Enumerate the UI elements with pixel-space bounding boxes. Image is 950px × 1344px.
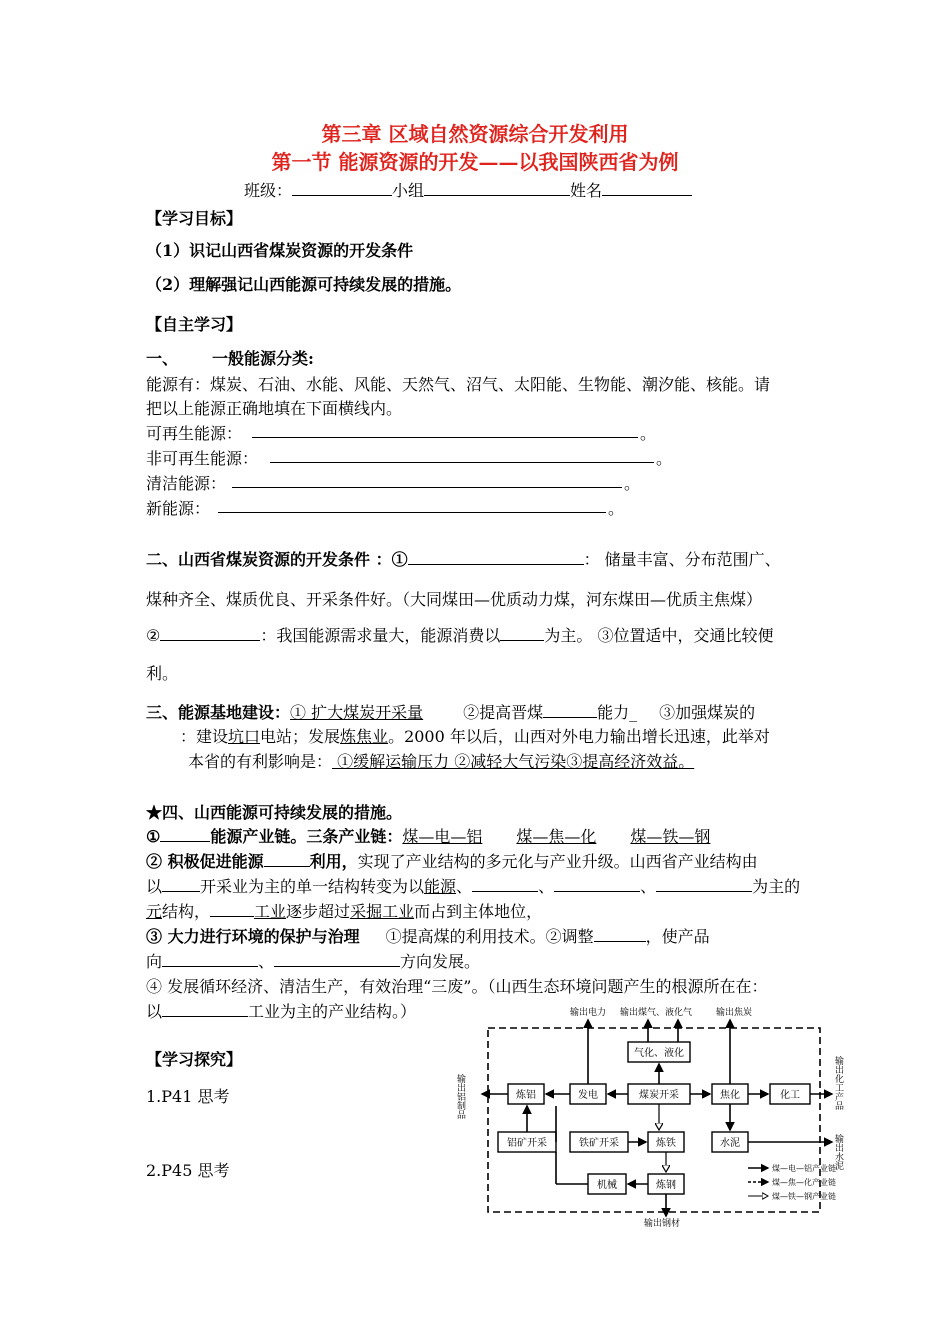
part4-line4 — [146, 899, 542, 922]
output-steel-label: 输出钢材 — [644, 1219, 681, 1229]
part3-a: ① 扩大煤炭开采量 — [290, 703, 424, 722]
p4-6a: 向 — [146, 952, 163, 971]
output-chem-label: 输出化工产品 — [833, 1056, 843, 1110]
legend-chain-1: 煤—电—铝产业链 — [772, 1164, 836, 1173]
p4-8b: 工业为主的产业结构。） — [248, 1002, 417, 1021]
part3-line2 — [180, 724, 770, 747]
part2-blank-2[interactable] — [160, 626, 260, 641]
part1-title: 一般能源分类: — [212, 349, 314, 368]
group-field[interactable] — [424, 181, 570, 196]
power-label: 发电 — [578, 1090, 598, 1101]
p4-blank-6[interactable] — [656, 877, 752, 892]
output-power-label: 输出电力 — [570, 1008, 607, 1018]
part2-blank-1[interactable] — [408, 550, 584, 565]
part3-2e: 。2000 年以后，山西对外电力输出增长迅速，此举对 — [388, 727, 770, 746]
part3-2d: 炼焦业 — [340, 727, 389, 746]
p4-4e: 采掘工业 — [350, 902, 415, 921]
part3-b: ②提高晋煤 — [463, 703, 544, 722]
part3-title: 三、能源基地建设： — [146, 703, 291, 722]
coal-label: 煤炭开采 — [639, 1090, 679, 1101]
cement-label: 水泥 — [720, 1138, 740, 1149]
part3-d: ③加强煤炭的 — [659, 703, 756, 722]
group-label: 小组 — [392, 181, 425, 200]
clean-label: 清洁能源： — [146, 474, 227, 493]
period: 。 — [656, 449, 673, 468]
part1-line1: 能源有：煤炭、石油、水能、风能、天然气、沼气、太阳能、生物能、潮汐能、核能。请 — [146, 375, 771, 394]
part3-c: 能力_ — [597, 703, 638, 722]
p4-1e: 煤—铁—钢 — [630, 827, 711, 846]
part3-2b: 坑口 — [228, 727, 261, 746]
p4-5b: ①提高煤的利用技术。②调整 — [385, 927, 594, 946]
p4-5a: ③ 大力进行环境的保护与治理 — [146, 927, 360, 946]
p4-1a: ① — [146, 827, 161, 846]
class-label: 班级： — [244, 181, 293, 200]
clean-field[interactable] — [232, 487, 622, 488]
renewable-field[interactable] — [252, 437, 638, 438]
part2-b3: 为主。 ③位置适中，交通比较便 — [544, 626, 774, 645]
part1-line2: 把以上能源正确地填在下面横线内。 — [146, 399, 403, 418]
p4-1b: 能源产业链。三条产业链： — [210, 827, 403, 846]
section-title: 第一节 能源资源的开发——以我国陕西省为例 — [271, 150, 679, 174]
p4-4f: 而占到主体地位， — [414, 902, 543, 921]
p4-4b: 结构， — [162, 902, 211, 921]
period: 。 — [608, 499, 625, 518]
part3-2c: 电站；发展 — [260, 727, 341, 746]
p4-3c: 能源 — [424, 877, 457, 896]
new-field[interactable] — [218, 512, 606, 513]
coking-label: 焦化 — [720, 1090, 740, 1101]
self-study-heading: 【自主学习】 — [146, 315, 243, 334]
p4-blank-1[interactable] — [160, 827, 210, 842]
p4-3d: 、 — [456, 877, 473, 896]
header-fields — [244, 178, 692, 201]
objective-2: （2）理解强记山西能源可持续发展的措施。 — [146, 275, 462, 294]
part4-line2 — [146, 849, 758, 872]
nonrenewable-label: 非可再生能源： — [146, 449, 259, 468]
p4-3b: 开采业为主的单一结构转变为以 — [200, 877, 425, 896]
part1-num: 一、 — [146, 349, 179, 368]
explore-heading: 【学习探究】 — [146, 1050, 243, 1069]
part3-3a: 本省的有利影响是： — [188, 752, 333, 771]
part4-line6 — [146, 949, 480, 972]
p4-blank-2[interactable] — [264, 852, 310, 867]
steel-label: 炼钢 — [656, 1180, 676, 1191]
p4-3e: 为主的 — [752, 877, 801, 896]
new-label: 新能源： — [146, 499, 211, 518]
p4-3d: 、 — [640, 877, 657, 896]
part3-blank[interactable] — [543, 703, 597, 718]
name-field[interactable] — [602, 181, 692, 196]
class-field[interactable] — [292, 181, 392, 196]
part4-title: ★四、山西能源可持续发展的措施。 — [146, 803, 403, 822]
part4-line5 — [146, 924, 710, 947]
output-coke-label: 输出焦炭 — [716, 1008, 753, 1018]
legend-chain-2: 煤—焦—化产业链 — [772, 1178, 836, 1187]
p4-blank-9[interactable] — [162, 952, 258, 967]
p4-blank-7[interactable] — [210, 902, 254, 917]
p4-3d: 、 — [538, 877, 555, 896]
p4-5c: ，使产品 — [645, 927, 710, 946]
output-gas-label: 输出煤气、液化气 — [620, 1008, 693, 1018]
part2-b1: ② — [146, 626, 161, 645]
part2-blank-3[interactable] — [500, 626, 544, 641]
p4-4c: 工业 — [254, 902, 287, 921]
p4-1d: 煤—焦—化 — [516, 827, 597, 846]
part2-line4: 利。 — [146, 664, 179, 683]
part3-3b: ①缓解运输压力 ②减轻大气污染③提高经济效益。 — [332, 752, 695, 771]
part4-line3 — [146, 874, 800, 897]
part3-2a: ：建设 — [180, 727, 229, 746]
part2-title: 二、山西省煤炭资源的开发条件 ：① — [146, 550, 408, 569]
gasify-label: 气化、液化 — [634, 1048, 684, 1059]
legend-chain-3: 煤—铁—钢产业链 — [772, 1192, 836, 1201]
p4-3a: 以 — [146, 877, 163, 896]
explore-q1: 1.P41 思考 — [146, 1087, 230, 1106]
p4-6b: 方向发展。 — [400, 952, 481, 971]
renewable-label: 可再生能源： — [146, 424, 243, 443]
explore-q2: 2.P45 思考 — [146, 1161, 230, 1180]
period: 。 — [640, 424, 657, 443]
part4-line1 — [146, 824, 710, 847]
bauxite-label: 铝矿开采 — [507, 1138, 547, 1149]
part2-line2: 煤种齐全、煤质优良、开采条件好。（大同煤田—优质动力煤，河东煤田—优质主焦煤） — [146, 590, 763, 609]
output-cement-label: 输出水泥 — [833, 1134, 843, 1170]
ironmaking-label: 炼铁 — [656, 1138, 676, 1149]
part2-a: ： 储量丰富、分布范围广、 — [583, 550, 781, 569]
iron-ore-label: 铁矿开采 — [579, 1138, 619, 1149]
p4-2b: 利用， — [309, 852, 358, 871]
p4-blank-8[interactable] — [594, 927, 646, 942]
output-aluminum-label: 输出铝制品 — [455, 1074, 465, 1119]
p4-4a: 元 — [146, 902, 163, 921]
objectives-heading: 【学习目标】 — [146, 209, 243, 228]
nonrenewable-field[interactable] — [270, 462, 654, 463]
p4-1c: 煤—电—铝 — [402, 827, 483, 846]
chapter-title: 第三章 区域自然资源综合开发利用 — [321, 122, 629, 146]
p4-2a: ② 积极促进能源 — [146, 852, 264, 871]
period: 。 — [624, 474, 641, 493]
p4-2c: 实现了产业结构的多元化与产业升级。山西省产业结构由 — [357, 852, 758, 871]
p4-6sep: 、 — [258, 952, 275, 971]
industrial-chain-diagram — [452, 1004, 852, 1230]
part3-line3 — [188, 749, 694, 772]
part4-line7: ④ 发展循环经济、清洁生产，有效治理“三废”。（山西生态环境问题产生的根源所在在： — [146, 977, 768, 996]
part2-line3 — [146, 623, 773, 646]
p4-blank-3[interactable] — [162, 877, 200, 892]
aluminum-label: 炼铝 — [516, 1090, 536, 1101]
p4-blank-11[interactable] — [162, 1002, 248, 1017]
objective-1: （1）识记山西省煤炭资源的开发条件 — [146, 241, 414, 260]
part2-line1 — [146, 547, 781, 570]
p4-blank-4[interactable] — [472, 877, 538, 892]
part3-line1 — [146, 700, 755, 723]
p4-blank-5[interactable] — [554, 877, 640, 892]
chem-label: 化工 — [780, 1090, 800, 1101]
machinery-label: 机械 — [597, 1180, 617, 1191]
name-label: 姓名 — [570, 181, 603, 200]
part2-b2: ：我国能源需求量大，能源消费以 — [260, 626, 501, 645]
p4-8a: 以 — [146, 1002, 163, 1021]
p4-blank-10[interactable] — [274, 952, 400, 967]
part4-line8 — [146, 999, 416, 1022]
p4-4d: 逐步超过 — [286, 902, 351, 921]
